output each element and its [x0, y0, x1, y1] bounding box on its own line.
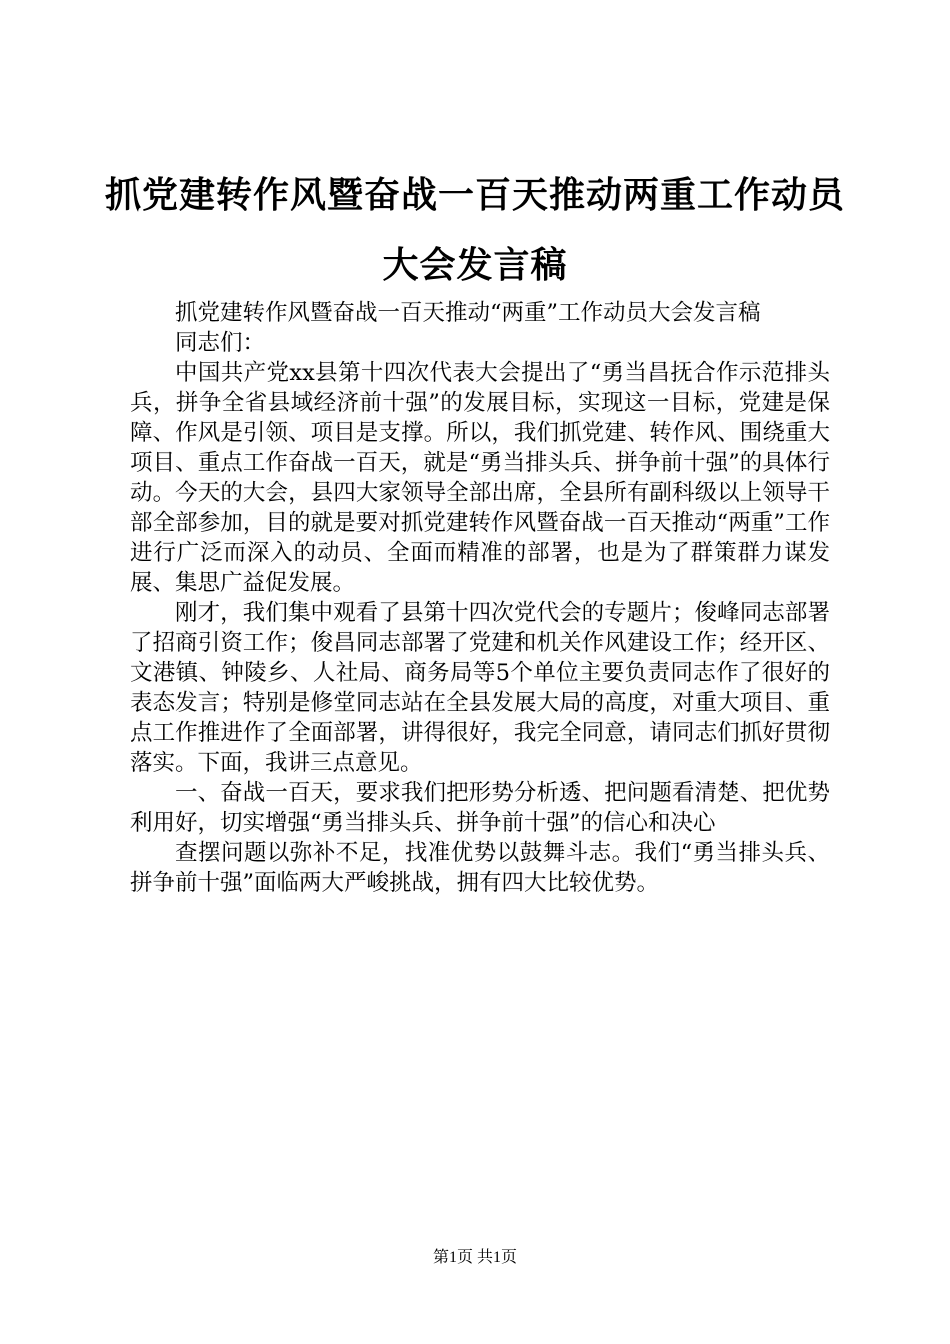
page-number-footer: 第1页 共1页 [432, 1249, 517, 1266]
paragraph-section-heading: 一、奋战一百天，要求我们把形势分析透、把问题看清楚、把优势利用好，切实增强“勇当排头兵、拼争前十强”的信心和决心 [130, 780, 830, 836]
paragraph-review: 刚才，我们集中观看了县第十四次党代会的专题片；俊峰同志部署了招商引资工作；俊昌同志部署了党建和机关作风建设工作；经开区、文港镇、钟陵乡、人社局、商务局等5个单位主要负责同志作了很好的表态发言；特别是修堂同志站在全县发展大局的高度，对重大项目、重点工作推进作了全面部署，讲得很好，我完全同意，请同志们抓好贯彻落实。下面，我讲三点意见。 [130, 600, 830, 776]
paragraph-intro: 中国共产党xx县第十四次代表大会提出了“勇当昌抚合作示范排头兵，拼争全省县域经济前十强”的发展目标，实现这一目标，党建是保障、作风是引领、项目是支撑。所以，我们抓党建、转作风、围绕重大项目、重点工作奋战一百天，就是“勇当排头兵、拼争前十强”的具体行动。今天的大会，县四大家领导全部出席，全县所有副科级以上领导干部全部参加，目的就是要对抓党建转作风暨奋战一百天推动“两重”工作进行广泛而深入的动员、全面而精准的部署，也是为了群策群力谋发展、集思广益促发展。 [130, 360, 830, 596]
paragraph-analysis: 查摆问题以弥补不足，找准优势以鼓舞斗志。我们“勇当排头兵、拼争前十强”面临两大严峻挑战，拥有四大比较优势。 [130, 840, 830, 896]
paragraph-salutation: 同志们： [175, 330, 266, 356]
paragraph-subtitle: 抓党建转作风暨奋战一百天推动“两重”工作动员大会发言稿 [175, 300, 761, 326]
document-title: 抓党建转作风暨奋战一百天推动两重工作动员大会发言稿 [104, 174, 845, 286]
document-body [130, 298, 830, 898]
